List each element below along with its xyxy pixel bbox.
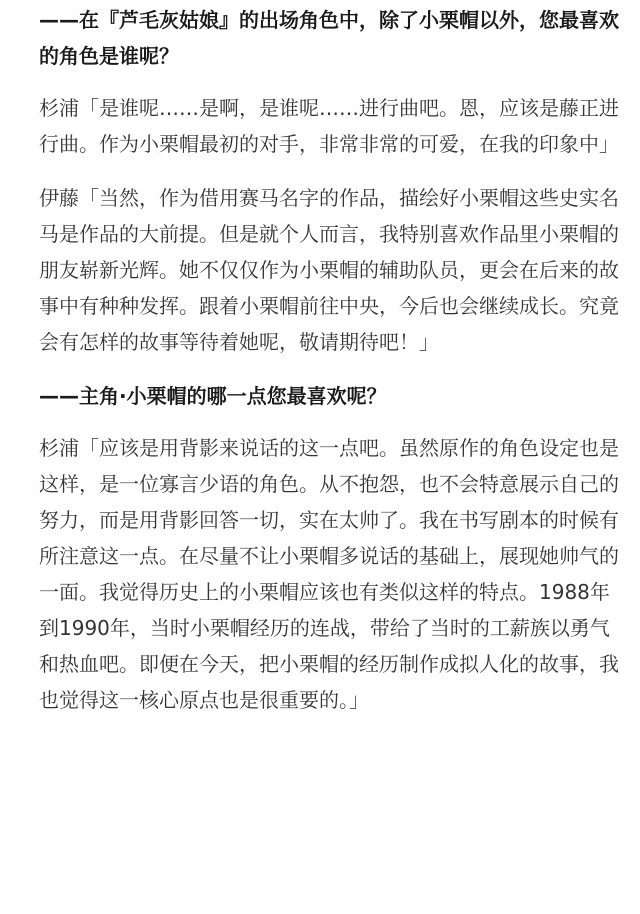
- answer-sugiura-1: 杉浦「是谁呢……是啊，是谁呢……进行曲吧。恩，应该是藤正进行曲。作为小栗帽最初的对手，非常非常的可爱，在我的印象中」: [39, 96, 619, 156]
- question-heading-protagonist: ——主角·小栗帽的哪一点您最喜欢呢？: [39, 384, 387, 408]
- answer-ito-1: 伊藤「当然，作为借用赛马名字的作品，描绘好小栗帽这些史实名马是作品的大前提。但是就个人而言，我特别喜欢作品里小栗帽的朋友崭新光辉。她不仅仅作为小栗帽的辅助队员，更会在后来的故事中有种种发挥。跟着小栗帽前往中央，今后也会继续成长。究竟会有怎样的故事等待着她呢，敬请期待吧！」: [39, 186, 619, 354]
- question-heading-favorite-character: ——在『芦毛灰姑娘』的出场角色中，除了小栗帽以外，您最喜欢的角色是谁呢？: [39, 8, 619, 68]
- answer-sugiura-2: 杉浦「应该是用背影来说话的这一点吧。虽然原作的角色设定也是这样，是一位寡言少语的角色。从不抱怨，也不会特意展示自己的努力，而是用背影回答一切，实在太帅了。我在书写剧本的时候有所注意这一点。在尽量不让小栗帽多说话的基础上，展现她帅气的一面。我觉得历史上的小栗帽应该也有类似这样的特点。1988年到1990年，当时小栗帽经历的连战，带给了当时的工薪族以勇气和热血吧。即便在今天，把小栗帽的经历制作成拟人化的故事，我也觉得这一核心原点也是很重要的。」: [39, 436, 619, 712]
